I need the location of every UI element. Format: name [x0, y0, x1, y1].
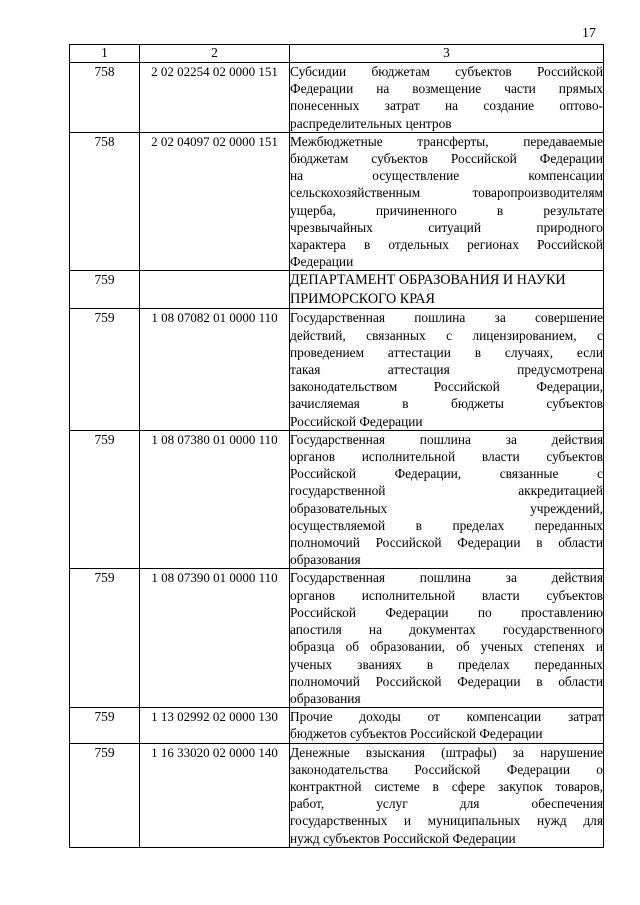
revenue-name-line: Государственная пошлина за совершение — [290, 310, 603, 326]
revenue-name-cell — [290, 309, 604, 430]
table-row — [70, 743, 604, 847]
column-header-admin: 1 — [70, 45, 140, 63]
table-row — [70, 271, 604, 309]
table-row — [70, 132, 604, 271]
revenue-name-line: образовательных учреждений, — [290, 500, 603, 516]
revenue-name-line: Государственная пошлина за действия — [290, 431, 603, 447]
revenue-name-line: ученых званиях в пределах переданных — [290, 656, 603, 672]
admin-code-cell: 759 — [70, 309, 140, 430]
admin-code-cell: 759 — [70, 271, 140, 309]
revenue-name-line: чрезвычайных ситуаций природного — [290, 219, 603, 235]
table-row — [70, 708, 604, 743]
revenue-name-cell — [290, 63, 604, 133]
table-body — [70, 63, 604, 848]
department-heading-cell — [290, 271, 604, 309]
revenue-name-line: законодательством Российской Федерации, — [290, 379, 603, 395]
revenue-name-line: полномочий Российской Федерации в области — [290, 673, 603, 689]
budget-classification-table — [69, 44, 604, 848]
revenue-name-line: характера в отдельных регионах Российской — [290, 237, 603, 253]
admin-code-cell: 759 — [70, 569, 140, 708]
column-header-code: 2 — [140, 45, 290, 63]
revenue-name-line: осуществляемой в пределах переданных — [290, 517, 603, 533]
revenue-name-line: апостиля на документах государственного — [290, 622, 603, 638]
revenue-name-line: Государственная пошлина за действия — [290, 570, 603, 586]
revenue-name-line: Российской Федерации по проставлению — [290, 604, 603, 620]
revenue-name-cell — [290, 708, 604, 743]
revenue-name-line: органов исполнительной власти субъектов — [290, 449, 603, 465]
revenue-name-line: Федерации — [290, 254, 354, 270]
revenue-name-line: на осуществление компенсации — [290, 168, 603, 184]
budget-code-cell: 1 16 33020 02 0000 140 — [140, 743, 290, 847]
table-row — [70, 309, 604, 430]
admin-code-cell: 759 — [70, 708, 140, 743]
admin-code-cell: 759 — [70, 743, 140, 847]
revenue-name-line: Федерации на возмещение части прямых — [290, 81, 603, 97]
revenue-name-line: государственных и муниципальных нужд для — [290, 813, 603, 829]
revenue-name-line: проведением аттестации в случаях, если — [290, 344, 603, 360]
revenue-name-cell — [290, 743, 604, 847]
revenue-name-line: образца об образовании, об ученых степенях и — [290, 639, 603, 655]
page-number: 17 — [582, 26, 596, 41]
revenue-name-line: Российской Федерации, связанные с — [290, 466, 603, 482]
revenue-name-line: образования — [290, 690, 361, 706]
budget-code-cell: 1 08 07082 01 0000 110 — [140, 309, 290, 430]
table-header-row — [70, 45, 604, 63]
admin-code-cell: 758 — [70, 132, 140, 271]
revenue-name-line: Российской Федерации — [290, 413, 423, 429]
revenue-name-line: Прочие доходы от компенсации затрат — [290, 709, 603, 725]
revenue-name-line: государственной аккредитацией — [290, 483, 603, 499]
revenue-name-line: бюджетам субъектов Российской Федерации — [290, 151, 603, 167]
revenue-name-line: работ, услуг для обеспечения — [290, 796, 603, 812]
revenue-name-line: сельскохозяйственным товаропроизводителям — [290, 185, 603, 201]
budget-code-cell: 1 08 07380 01 0000 110 — [140, 430, 290, 569]
revenue-name-line: Субсидии бюджетам субъектов Российской — [290, 64, 603, 79]
revenue-name-line: органов исполнительной власти субъектов — [290, 587, 603, 603]
revenue-name-line: законодательства Российской Федерации о — [290, 761, 603, 777]
revenue-name-line: нужд субъектов Российской Федерации — [290, 830, 516, 846]
revenue-name-line: контрактной системе в сфере закупок товаров, — [290, 778, 603, 794]
revenue-name-line: такая аттестация предусмотрена — [290, 362, 603, 378]
budget-code-cell: 2 02 04097 02 0000 151 — [140, 132, 290, 271]
revenue-name-cell — [290, 132, 604, 271]
revenue-name-line: Межбюджетные трансферты, передаваемые — [290, 133, 603, 149]
budget-code-cell: 2 02 02254 02 0000 151 — [140, 63, 290, 133]
revenue-name-line: полномочий Российской Федерации в области — [290, 535, 603, 551]
revenue-name-line: образования — [290, 552, 361, 568]
column-header-name: 3 — [290, 45, 604, 63]
revenue-name-line: Денежные взыскания (штрафы) за нарушение — [290, 744, 603, 760]
admin-code-cell: 758 — [70, 63, 140, 133]
revenue-name-line: зачисляемая в бюджеты субъектов — [290, 396, 603, 412]
revenue-name-line: понесенных затрат на создание оптово- — [290, 98, 603, 114]
revenue-name-cell — [290, 430, 604, 569]
revenue-name-cell — [290, 569, 604, 708]
budget-code-cell: 1 13 02992 02 0000 130 — [140, 708, 290, 743]
revenue-name-line: распределительных центров — [290, 115, 452, 131]
table-row — [70, 63, 604, 133]
revenue-name-line: ПРИМОРСКОГО КРАЯ — [290, 290, 436, 307]
revenue-name-line: ущерба, причиненного в результате — [290, 202, 603, 218]
table-row — [70, 430, 604, 569]
budget-code-cell: 1 08 07390 01 0000 110 — [140, 569, 290, 708]
table-row — [70, 569, 604, 708]
budget-code-cell — [140, 271, 290, 309]
revenue-name-line: действий, связанных с лицензированием, с — [290, 327, 603, 343]
revenue-name-line: ДЕПАРТАМЕНТ ОБРАЗОВАНИЯ И НАУКИ — [290, 272, 566, 289]
revenue-name-line: бюджетов субъектов Российской Федерации — [290, 726, 543, 742]
admin-code-cell: 759 — [70, 430, 140, 569]
